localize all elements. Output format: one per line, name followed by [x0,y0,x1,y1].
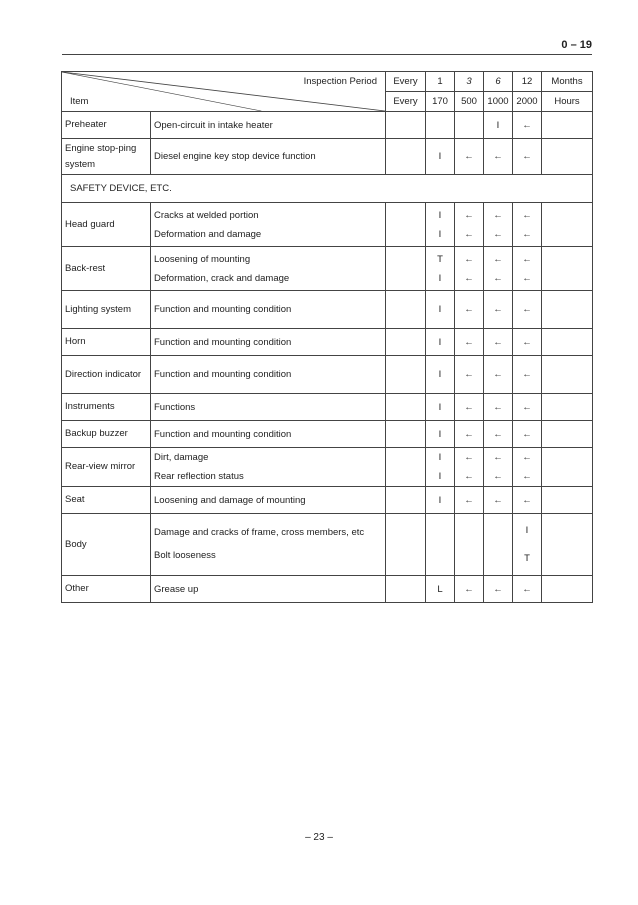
interval-cell [484,576,513,603]
detail-text: Dirt, damage [154,452,209,463]
interval-mark [455,517,483,545]
interval-cell [484,329,513,356]
header-diagonal-cell [62,72,386,112]
interval-cell [513,576,542,603]
interval-mark: ← [493,583,503,595]
item-details [151,203,386,247]
month-6: 6 [484,72,513,92]
interval-cell [426,329,455,356]
interval-cell [426,112,455,139]
interval-mark: I [438,401,442,413]
interval-mark: ← [522,471,532,482]
interval-mark: ← [493,494,503,506]
item-label: Item [70,96,89,107]
interval-mark: ← [522,209,532,221]
interval-mark: I [525,524,529,536]
interval-cell [455,487,484,514]
interval-mark: I [438,151,442,162]
interval-mark: ← [493,369,503,380]
interval-cell [426,448,455,487]
interval-mark: ← [464,369,474,380]
every-cell [386,329,426,356]
interval-cell [455,203,484,247]
item-name: Horn [62,329,151,356]
interval-mark [455,545,483,573]
item-details [151,329,386,356]
detail-text: Deformation, crack and damage [154,272,290,284]
interval-mark: I [438,494,442,506]
detail-text: Bolt looseness [154,549,216,561]
every-label: Every [386,72,426,92]
interval-mark: ← [522,336,532,348]
hours-500: 500 [455,92,484,112]
interval-cell [426,421,455,448]
hours-label: Hours [542,92,593,112]
interval-mark [426,517,454,545]
interval-mark: ← [493,209,503,221]
detail-text: Function and mounting condition [154,369,292,380]
detail-text: Function and mounting condition [154,304,292,315]
interval-mark: T [437,253,443,265]
interval-cell [455,112,484,139]
interval-mark: ← [522,583,532,595]
interval-cell [455,421,484,448]
interval-mark: ← [522,428,532,440]
interval-cell [484,356,513,394]
detail-text: Damage and cracks of frame, cross members, etc [154,526,365,538]
every-cell [386,112,426,139]
interval-cell [455,329,484,356]
table-row [62,394,593,421]
interval-cell [484,139,513,175]
interval-cell [455,576,484,603]
interval-mark [484,517,512,545]
unit-cell [542,112,593,139]
interval-cell [455,394,484,421]
interval-cell [513,329,542,356]
section-title: SAFETY DEVICE, ETC. [62,175,593,203]
inspection-table [61,71,593,603]
item-details [151,487,386,514]
unit-cell [542,203,593,247]
interval-mark: I [496,119,500,131]
interval-cell [426,356,455,394]
interval-cell [426,139,455,175]
interval-cell [484,291,513,329]
interval-mark: ← [464,494,474,506]
interval-mark: ← [464,228,474,240]
interval-mark: ← [522,452,532,463]
detail-text: Loosening of mounting [154,253,251,265]
interval-cell [426,291,455,329]
table-row [62,139,593,175]
interval-cell [426,247,455,291]
every-cell [386,448,426,487]
interval-mark: ← [493,253,503,265]
top-rule [62,54,592,55]
interval-cell [484,394,513,421]
every-cell [386,247,426,291]
unit-cell [542,247,593,291]
item-name: Engine stop-ping system [62,139,151,175]
interval-cell [513,421,542,448]
interval-mark: ← [493,272,503,284]
interval-mark: ← [493,471,503,482]
table-row [62,112,593,139]
table-row [62,514,593,576]
interval-cell [484,448,513,487]
item-details [151,394,386,421]
item-name: Lighting system [62,291,151,329]
item-name: Instruments [62,394,151,421]
interval-cell [455,139,484,175]
table-row [62,487,593,514]
unit-cell [542,448,593,487]
interval-mark: I [438,228,442,240]
item-details [151,448,386,487]
interval-mark: ← [522,401,532,413]
month-12: 12 [513,72,542,92]
interval-mark: ← [464,401,474,413]
interval-mark: L [437,583,443,595]
interval-mark [426,545,454,573]
item-details [151,356,386,394]
footer-page-number: – 23 – [305,832,333,843]
interval-mark: I [438,304,442,315]
table-row [62,356,593,394]
month-3: 3 [455,72,484,92]
detail-text: Loosening and damage of mounting [154,494,306,506]
interval-cell [513,514,542,576]
detail-text: Rear reflection status [154,471,244,482]
interval-cell [513,203,542,247]
unit-cell [542,576,593,603]
interval-cell [426,514,455,576]
detail-text: Diesel engine key stop device function [154,151,316,162]
interval-cell [455,247,484,291]
item-details [151,291,386,329]
interval-mark: ← [522,253,532,265]
interval-mark: ← [493,151,503,162]
unit-cell [542,421,593,448]
table-row [62,203,593,247]
interval-mark: ← [493,304,503,315]
interval-mark: I [438,369,442,380]
detail-text: Functions [154,401,196,413]
interval-mark: ← [464,304,474,315]
table-row [62,247,593,291]
detail-text: Cracks at welded portion [154,209,259,221]
unit-cell [542,394,593,421]
unit-cell [542,329,593,356]
interval-cell [484,487,513,514]
table-row [62,421,593,448]
interval-mark: ← [464,253,474,265]
interval-mark: ← [522,272,532,284]
interval-cell [513,356,542,394]
interval-cell [513,487,542,514]
unit-cell [542,487,593,514]
month-1: 1 [426,72,455,92]
interval-cell [513,448,542,487]
unit-cell [542,356,593,394]
every-label: Every [386,92,426,112]
unit-cell [542,139,593,175]
item-name: Other [62,576,151,603]
interval-mark: I [438,428,442,440]
interval-mark [484,545,512,573]
item-name: Seat [62,487,151,514]
interval-mark: ← [464,272,474,284]
interval-cell [426,487,455,514]
item-name: Direction indicator [62,356,151,394]
interval-mark: I [438,452,442,463]
every-cell [386,421,426,448]
item-name: Body [62,514,151,576]
every-cell [386,203,426,247]
unit-cell [542,291,593,329]
months-label: Months [542,72,593,92]
interval-mark: ← [464,151,474,162]
interval-mark: ← [464,336,474,348]
every-cell [386,139,426,175]
interval-mark: I [438,336,442,348]
detail-text: Grease up [154,583,199,595]
interval-cell [513,247,542,291]
item-name: Rear-view mirror [62,448,151,487]
item-name: Preheater [62,112,151,139]
interval-cell [484,514,513,576]
interval-mark: I [438,471,442,482]
section-row [62,175,593,203]
interval-mark: ← [493,401,503,413]
interval-cell [484,112,513,139]
detail-text: Open-circuit in intake heater [154,119,273,131]
item-details [151,576,386,603]
unit-cell [542,514,593,576]
interval-mark: ← [493,428,503,440]
page-number: 0 – 19 [561,39,592,51]
interval-cell [513,139,542,175]
interval-cell [484,421,513,448]
item-name: Backup buzzer [62,421,151,448]
inspection-period-label: Inspection Period [303,76,377,87]
interval-cell [484,247,513,291]
interval-cell [484,203,513,247]
every-cell [386,291,426,329]
interval-cell [455,448,484,487]
detail-text: Function and mounting condition [154,336,292,348]
every-cell [386,394,426,421]
every-cell [386,576,426,603]
item-name: Back-rest [62,247,151,291]
interval-mark: I [438,272,442,284]
interval-mark: ← [522,369,532,380]
detail-text: Function and mounting condition [154,428,292,440]
interval-mark: ← [464,209,474,221]
interval-mark: ← [464,452,474,463]
table-row [62,291,593,329]
interval-mark: ← [522,494,532,506]
every-cell [386,356,426,394]
hours-2000: 2000 [513,92,542,112]
table-row [62,448,593,487]
item-details [151,421,386,448]
interval-mark: ← [522,151,532,162]
interval-mark: ← [464,428,474,440]
interval-cell [455,356,484,394]
interval-cell [513,291,542,329]
table-row [62,576,593,603]
interval-cell [513,394,542,421]
interval-mark: ← [493,336,503,348]
interval-cell [426,576,455,603]
interval-mark: ← [464,583,474,595]
detail-text: Deformation and damage [154,228,262,240]
interval-mark: ← [522,119,532,131]
item-details [151,139,386,175]
item-details [151,247,386,291]
hours-170: 170 [426,92,455,112]
hours-1000: 1000 [484,92,513,112]
every-cell [386,487,426,514]
interval-mark: ← [493,452,503,463]
table-row [62,329,593,356]
item-name: Head guard [62,203,151,247]
interval-mark: ← [464,471,474,482]
interval-cell [426,394,455,421]
interval-mark: I [438,209,442,221]
interval-mark: ← [522,304,532,315]
interval-cell [426,203,455,247]
interval-mark: ← [493,228,503,240]
interval-cell [455,291,484,329]
interval-cell [455,514,484,576]
interval-mark: T [524,552,530,564]
item-details [151,112,386,139]
interval-mark: ← [522,228,532,240]
header-row-months [62,72,593,92]
every-cell [386,514,426,576]
interval-cell [513,112,542,139]
item-details [151,514,386,576]
